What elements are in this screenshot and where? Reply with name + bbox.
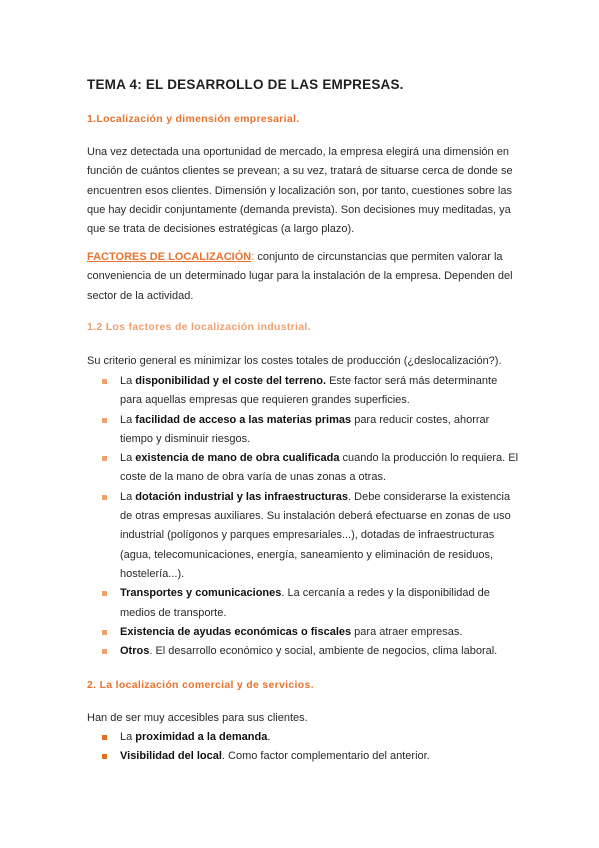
list-item: Otros. El desarrollo económico y social, ambiente de negocios, clima laboral. [99,642,519,661]
definition-label: FACTORES DE LOCALIZACIÓN [87,251,252,263]
list-item: Visibilidad del local. Como factor complementario del anterior. [99,747,519,766]
definition-paragraph [87,248,517,306]
commercial-factors-list [99,728,519,767]
section-1-2-intro: Su criterio general es minimizar los costes totales de producción (¿deslocalización?). [87,355,502,367]
section-2-heading: 2. La localización comercial y de servicios. [87,679,314,691]
bullet-icon [102,754,107,759]
list-item: La proximidad a la demanda. [99,728,519,747]
bullet-icon [102,456,107,461]
bullet-icon [102,418,107,423]
list-item: Existencia de ayudas económicas o fiscales para atraer empresas. [99,623,519,642]
definition-colon: : [251,251,255,263]
list-item: La dotación industrial y las infraestructuras. Debe considerarse la existencia de otras empresas auxiliares. Su instalación deberá efectuarse en zonas de uso industrial (polígonos y parques empresariales...), dotadas de infraestructuras (agua, telecomunicaciones, energía, saneamiento y eliminación de residuos, hostelería...). [99,488,519,584]
list-item: La facilidad de acceso a las materias primas para reducir costes, ahorrar tiempo y disminuir riesgos. [99,411,519,450]
bullet-icon [102,630,107,635]
industrial-factors-list [99,372,519,661]
definition-text: conjunto de circunstancias que permiten valorar la conveniencia de un determinado lugar para la instalación de la empresa. Dependen del sector de la actividad. [87,251,513,302]
bullet-icon [102,591,107,596]
bullet-icon [102,495,107,500]
list-item: La disponibilidad y el coste del terreno. Este factor será más determinante para aquellas empresas que requieren grandes superficies. [99,372,519,411]
section-1-2-heading: 1.2 Los factores de localización industrial. [87,321,311,333]
bullet-icon [102,649,107,654]
bullet-icon [102,735,107,740]
section-1-heading: 1.Localización y dimensión empresarial. [87,113,300,125]
list-item: Transportes y comunicaciones. La cercanía a redes y la disponibilidad de medios de transporte. [99,584,519,623]
list-item: La existencia de mano de obra cualificada cuando la producción lo requiera. El coste de la mano de obra varía de unas zonas a otras. [99,449,519,488]
section-2-intro: Han de ser muy accesibles para sus clientes. [87,712,308,724]
section-1-paragraph: Una vez detectada una oportunidad de mercado, la empresa elegirá una dimensión en función de cuántos clientes se prevean; a su vez, tratará de situarse cerca de donde se encuentren esos clientes. Dimensión y localización son, por tanto, cuestiones sobre las que hay decidir conjuntamente (demanda prevista). Son decisiones muy meditadas, ya que se trata de decisiones estratégicas (a largo plazo). [87,146,513,236]
document-title: TEMA 4: EL DESARROLLO DE LAS EMPRESAS. [87,77,404,92]
bullet-icon [102,379,107,384]
